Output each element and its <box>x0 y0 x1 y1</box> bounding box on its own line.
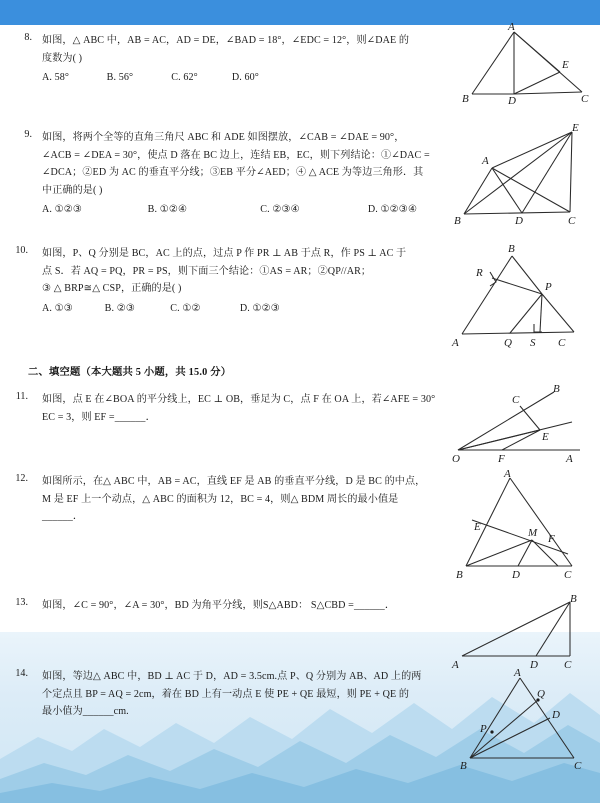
figure-8-label-D: D <box>508 95 516 107</box>
figure-14-label-D: D <box>552 709 560 721</box>
figure-10-label-A: A <box>452 337 459 349</box>
figure-10-label-P: P <box>545 281 552 293</box>
figure-10-label-C: C <box>558 337 566 349</box>
figure-8-label-E: E <box>562 59 569 71</box>
question-number-8: 8. <box>24 32 32 43</box>
figure-10-label-S: S <box>530 337 536 349</box>
figure-10-label-Q: Q <box>504 337 512 349</box>
question-block-11 <box>42 391 447 426</box>
question-8-line-2: 度数为( ) <box>42 52 83 64</box>
figure-9-label-B: B <box>454 215 461 227</box>
question-number-13: 13. <box>15 597 28 608</box>
question-10-line-3: ③ △ BRP≅△ CSP，正确的是( ) <box>42 283 182 294</box>
option-10-c[interactable]: C. ①② <box>170 302 201 314</box>
question-11-line-2: EC = 3，则 EF =______． <box>42 411 156 423</box>
question-9-line-2: ∠ACB = ∠DEA = 30°，使点 D 落在 BC 边上，连结 EB，EC，则下列结论：①∠DAC = <box>42 149 430 161</box>
question-8-line-1: 如图，△ ABC 中，AB = AC，AD = DE，∠BAD = 18°，∠EDC = 12°，则∠DAE 的 <box>42 35 410 46</box>
question-11-line-1: 如图，点 E 在∠BOA 的平分线上，EC ⊥ OB，垂足为 C，点 F 在 OA 上，若∠AFE = 30° <box>42 394 436 405</box>
figure-question-9 <box>452 122 592 226</box>
question-12-line-3: ______． <box>42 511 84 522</box>
figure-11-label-C: C <box>512 394 520 406</box>
question-number-12: 12. <box>15 473 28 484</box>
question-10-line-1: 如图，P、Q 分别是 BC，AC 上的点，过点 P 作 PR ⊥ AB 于点 R，作 PS ⊥ AC 于 <box>42 248 407 259</box>
question-14-line-2: 个定点且 BP = AQ = 2cm，着在 BD 上有一动点 E 使 PE + QE 最短，则 PE + QE 的 <box>42 688 410 700</box>
option-9-b[interactable]: B. ①②④ <box>147 204 188 215</box>
question-9-line-3: ∠DCA；②ED 为 AC 的垂直平分线；③EB 平分∠AED；④ △ ACE 为等边三角形．其 <box>42 167 424 178</box>
question-number-11: 11. <box>15 391 28 402</box>
figure-10-label-R: R <box>476 267 483 279</box>
figure-question-14 <box>452 666 592 770</box>
figure-14-label-B: B <box>460 760 467 772</box>
question-block-12 <box>42 473 447 526</box>
figure-12-label-E: E <box>474 521 481 533</box>
figure-12-label-F: F <box>548 533 555 545</box>
figure-8-label-C: C <box>581 93 589 105</box>
figure-8-label-A: A <box>508 21 515 33</box>
figure-14-label-A: A <box>514 667 521 679</box>
option-10-d[interactable]: D. ①②③ <box>239 302 280 314</box>
figure-14-label-C: C <box>574 760 582 772</box>
question-number-10: 10. <box>15 245 28 256</box>
question-block-9 <box>42 129 447 219</box>
option-8-c[interactable]: C. 62° <box>171 72 198 83</box>
figure-12-label-D: D <box>512 569 520 581</box>
option-8-d[interactable]: D. 60° <box>231 72 259 83</box>
question-14-line-3: 最小值为______cm. <box>42 706 129 717</box>
question-9-line-1: 如图，将两个全等的直角三角尺 ABC 和 ADE 如图摆放，∠CAB = ∠DAE = 90°， <box>42 132 405 143</box>
question-13-line-1: 如图，∠C = 90°，∠A = 30°，BD 为角平分线，则S△ABD： S△CBD =______． <box>42 600 396 611</box>
figure-8-label-B: B <box>462 93 469 105</box>
figure-9-label-D: D <box>515 215 523 227</box>
figure-13-label-B: B <box>570 593 577 605</box>
option-10-a[interactable]: A. ①③ <box>42 302 73 314</box>
figure-9-label-A: A <box>482 155 489 167</box>
question-block-8 <box>42 32 442 87</box>
figure-11-label-A: A <box>566 453 573 465</box>
figure-question-10 <box>452 238 592 348</box>
figure-10-label-B: B <box>508 243 515 255</box>
figure-13-label-A: A <box>452 659 459 671</box>
figure-9-label-C: C <box>568 215 576 227</box>
figure-12-label-M: M <box>528 527 538 539</box>
question-block-14 <box>42 668 447 721</box>
figure-question-8 <box>462 22 596 106</box>
figure-13-label-C: C <box>564 659 572 671</box>
question-8-options <box>42 69 442 87</box>
question-number-9: 9. <box>24 129 32 140</box>
question-10-options <box>42 300 447 318</box>
figure-14-label-Q: Q <box>537 688 545 700</box>
question-12-line-1: 如图所示，在△ ABC 中，AB = AC，直线 EF 是 AB 的垂直平分线，D 是 BC 的中点， <box>42 476 426 487</box>
figure-11-label-B: B <box>553 383 560 395</box>
figure-question-12 <box>452 468 592 580</box>
figure-11-label-E: E <box>542 431 549 443</box>
question-block-10 <box>42 245 447 317</box>
figure-question-11 <box>452 384 592 466</box>
figure-14-label-P: P <box>480 723 487 735</box>
option-9-d[interactable]: D. ①②③④ <box>367 204 418 215</box>
figure-question-13 <box>452 594 592 670</box>
question-12-line-2: M 是 EF 上一个动点，△ ABC 的面积为 12，BC = 4，则△ BDM 周长的最小值是 <box>42 493 399 505</box>
option-9-a[interactable]: A. ①②③ <box>42 204 83 215</box>
option-8-a[interactable]: A. 58° <box>42 72 70 83</box>
section-heading-fill-in-blank: 二、填空题（本大题共 5 小题，共 15.0 分） <box>28 367 232 378</box>
question-9-options <box>42 201 447 219</box>
question-block-13 <box>42 597 447 615</box>
figure-11-label-O: O <box>452 453 460 465</box>
figure-9-label-E: E <box>572 122 579 134</box>
question-9-line-4: 中正确的是( ) <box>42 184 103 196</box>
question-10-line-2: 点 S．若 AQ = PQ，PR = PS，则下面三个结论：①AS = AR；②QP//AR； <box>42 265 372 277</box>
option-10-b[interactable]: B. ②③ <box>104 302 136 314</box>
figure-12-label-B: B <box>456 569 463 581</box>
option-8-b[interactable]: B. 56° <box>106 72 134 83</box>
option-9-c[interactable]: C. ②③④ <box>260 204 300 215</box>
figure-12-label-C: C <box>564 569 572 581</box>
figure-13-label-D: D <box>530 659 538 671</box>
question-14-line-1: 如图，等边△ ABC 中，BD ⊥ AC 于 D，AD = 3.5cm.点 P、Q 分别为 AB、AD 上的两 <box>42 671 422 682</box>
figure-11-label-F: F <box>498 453 505 465</box>
figure-12-label-A: A <box>504 468 511 480</box>
question-number-14: 14. <box>15 668 28 679</box>
